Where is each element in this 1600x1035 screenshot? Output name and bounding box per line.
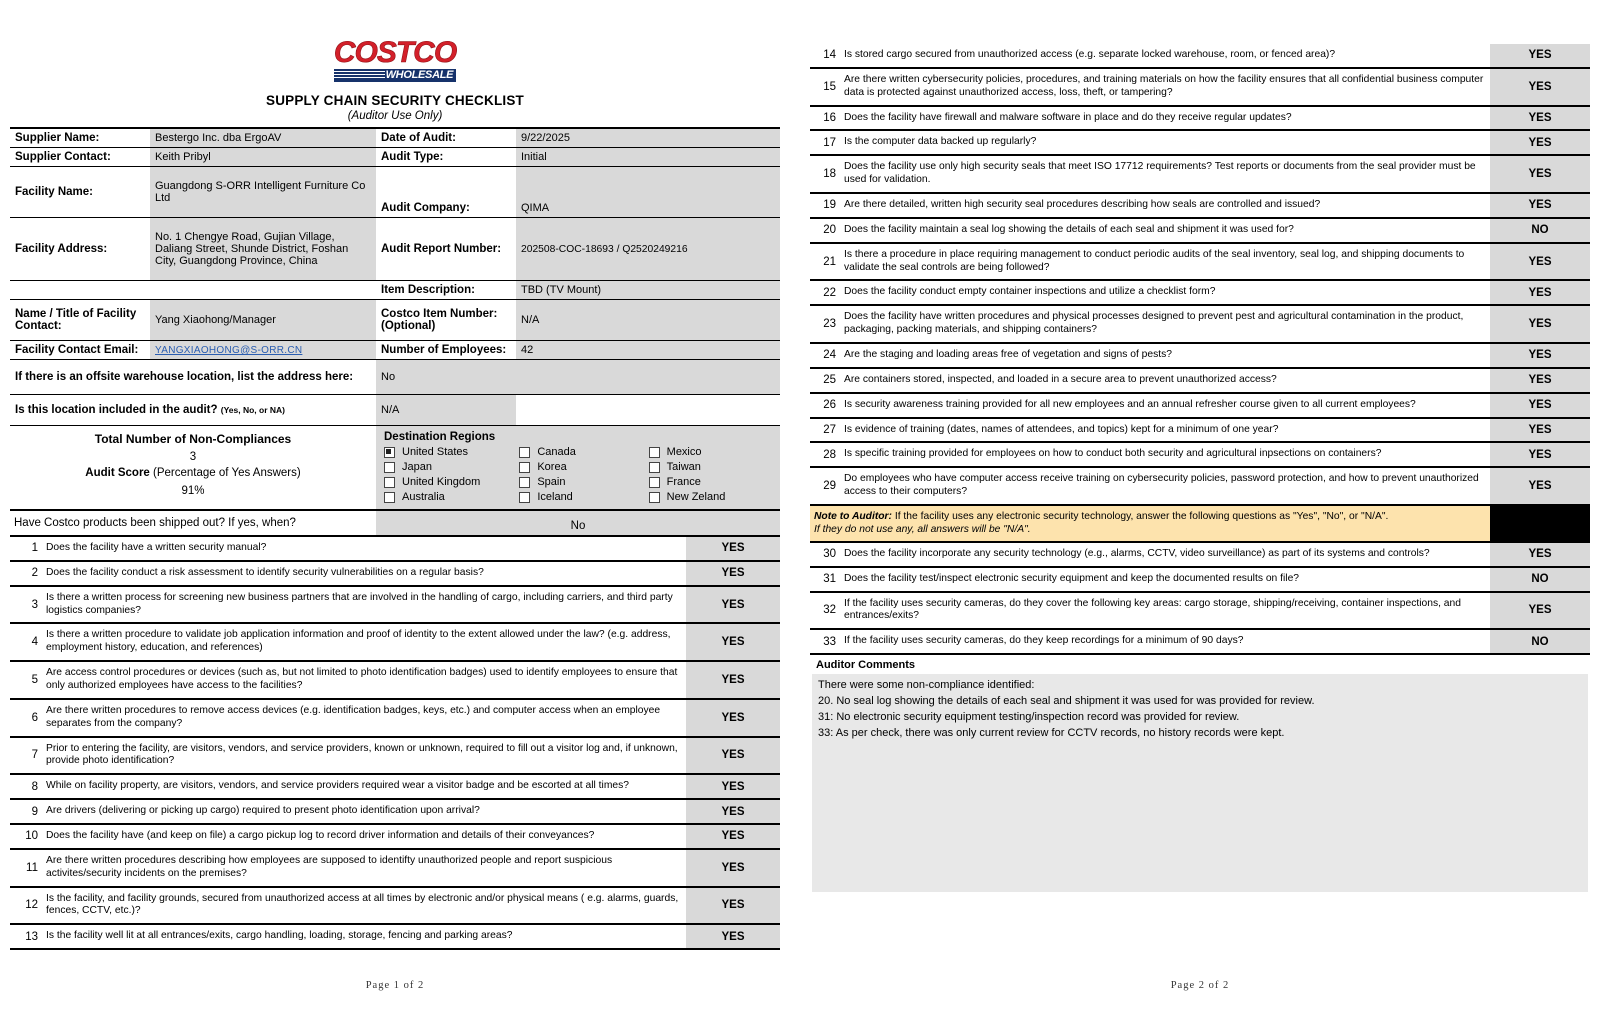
question-text: Is there a procedure in place requiring management to conduct periodic audits of the seal inventory, seal log, and shipping documents to validate the seal controls are being followed? bbox=[842, 243, 1490, 281]
audit-info-section bbox=[10, 127, 780, 426]
region-checkbox-grid bbox=[384, 446, 772, 503]
document-header bbox=[0, 0, 790, 122]
question-row bbox=[10, 799, 780, 824]
question-number: 24 bbox=[810, 343, 842, 368]
question-text: If the facility uses security cameras, do they cover the following key areas: cargo storage, shipping/receiving, container inspections, and entrances/exits? bbox=[842, 592, 1490, 630]
location-included-label bbox=[10, 395, 376, 426]
question-number: 17 bbox=[810, 130, 842, 155]
region-checkbox-france[interactable] bbox=[643, 476, 772, 488]
noncompliance-label: Total Number of Non-Compliances bbox=[94, 432, 292, 446]
question-text: Are the staging and loading areas free of vegetation and signs of pests? bbox=[842, 343, 1490, 368]
number-of-employees-value: 42 bbox=[516, 341, 780, 360]
region-label: Spain bbox=[537, 476, 566, 488]
question-number: 3 bbox=[10, 586, 44, 624]
region-label: Taiwan bbox=[666, 461, 701, 473]
question-text: Is there a written procedure to validate job application information and proof of identity to the extent allowed under the law? (e.g. address, employment history, education, and references) bbox=[44, 623, 686, 661]
question-number: 8 bbox=[10, 774, 44, 799]
question-text: Does the facility have (and keep on file) a cargo pickup log to record driver information and details of their conveyances? bbox=[44, 824, 686, 849]
supplier-name-label: Supplier Name: bbox=[10, 129, 150, 148]
question-answer[interactable]: YES bbox=[1490, 305, 1590, 343]
question-row bbox=[10, 887, 780, 925]
question-text: Is specific training provided for employees on how to conduct both security and agricultural inpsections on containers? bbox=[842, 442, 1490, 467]
question-answer[interactable]: YES bbox=[686, 537, 780, 561]
question-number: 22 bbox=[810, 280, 842, 305]
auditor-comment-line: There were some non-compliance identified: bbox=[818, 679, 1035, 692]
facility-email-label: Facility Contact Email: bbox=[10, 341, 150, 360]
destination-regions-title: Destination Regions bbox=[384, 431, 496, 443]
question-text: If the facility uses security cameras, do they keep recordings for a minimum of 90 days? bbox=[842, 629, 1490, 654]
item-description-value: TBD (TV Mount) bbox=[516, 281, 780, 300]
question-text: Do employees who have computer access receive training on cybersecurity policies, password protection, and how to prevent unauthorized access to their computers? bbox=[842, 467, 1490, 505]
costco-logo bbox=[334, 38, 456, 82]
question-row bbox=[10, 849, 780, 887]
auditor-comment-line: 31: No electronic security equipment testing/inspection record was provided for review. bbox=[818, 710, 1240, 723]
question-row bbox=[10, 774, 780, 799]
logo-wordmark: COSTCO bbox=[333, 36, 457, 69]
question-number: 7 bbox=[10, 737, 44, 775]
question-row bbox=[10, 924, 780, 949]
page-title: SUPPLY CHAIN SECURITY CHECKLIST bbox=[266, 93, 524, 108]
question-number: 15 bbox=[810, 68, 842, 106]
question-number: 20 bbox=[810, 218, 842, 243]
info-row-item-description bbox=[10, 281, 780, 300]
region-checkbox-japan[interactable] bbox=[384, 461, 513, 473]
question-answer[interactable]: YES bbox=[1490, 542, 1590, 567]
question-answer[interactable]: YES bbox=[1490, 106, 1590, 131]
info-row-offsite bbox=[10, 360, 780, 395]
question-row bbox=[10, 586, 780, 624]
facility-name-label: Facility Name: bbox=[10, 167, 150, 218]
page-2-footer: Page 2 of 2 bbox=[1170, 980, 1230, 991]
auditor-comments-section bbox=[812, 655, 1588, 892]
facility-name-value: Guangdong S-ORR Intelligent Furniture Co Ltd bbox=[150, 167, 376, 218]
region-label: Canada bbox=[537, 446, 576, 458]
question-text: Does the facility conduct a risk assessment to identify security vulnerabilities on a regular basis? bbox=[44, 561, 686, 586]
question-answer[interactable]: YES bbox=[686, 799, 780, 824]
logo-bar bbox=[334, 69, 456, 82]
page-1-footer: Page 1 of 2 bbox=[365, 980, 425, 991]
question-text: Are access control procedures or devices (such as, but not limited to photo identification badges) used to identify employees to ensure that only authorized employees have access to the facilities? bbox=[44, 661, 686, 699]
question-answer[interactable]: YES bbox=[686, 824, 780, 849]
location-included-label-text: Is this location included in the audit? bbox=[15, 404, 218, 416]
question-answer[interactable]: YES bbox=[686, 661, 780, 699]
facility-contact-label bbox=[10, 300, 150, 341]
costco-item-number-value: N/A bbox=[516, 300, 780, 341]
checkbox-icon[interactable] bbox=[649, 447, 660, 458]
question-row bbox=[10, 623, 780, 661]
audit-type-value: Initial bbox=[516, 148, 780, 167]
shipped-out-row bbox=[10, 511, 780, 537]
question-answer[interactable]: YES bbox=[1490, 418, 1590, 443]
checkbox-icon[interactable] bbox=[384, 462, 395, 473]
questions-table-page1 bbox=[10, 537, 780, 950]
question-number: 33 bbox=[810, 629, 842, 654]
region-label: Australia bbox=[402, 491, 445, 503]
question-number: 2 bbox=[10, 561, 44, 586]
question-answer[interactable]: YES bbox=[1490, 467, 1590, 505]
region-label: France bbox=[666, 476, 701, 488]
question-number: 29 bbox=[810, 467, 842, 505]
note-to-auditor-answer-blank bbox=[1490, 505, 1590, 542]
question-row bbox=[10, 737, 780, 775]
question-row bbox=[810, 592, 1590, 630]
question-row bbox=[810, 542, 1590, 567]
offsite-warehouse-label: If there is an offsite warehouse location, list the address here: bbox=[10, 360, 376, 395]
question-number: 9 bbox=[10, 799, 44, 824]
question-answer[interactable]: YES bbox=[1490, 44, 1590, 68]
facility-email-value-cell bbox=[150, 341, 376, 360]
facility-contact-value: Yang Xiaohong/Manager bbox=[150, 300, 376, 341]
date-of-audit-value: 9/22/2025 bbox=[516, 129, 780, 148]
question-text: Is stored cargo secured from unauthorized access (e.g. separate locked warehouse, room, or fenced area)? bbox=[842, 44, 1490, 68]
question-number: 1 bbox=[10, 537, 44, 561]
question-text: Is the facility well lit at all entrances/exits, cargo handling, loading, storage, fencing and parking areas? bbox=[44, 924, 686, 949]
question-text: Are there detailed, written high security seal procedures describing how seals are controlled and issued? bbox=[842, 193, 1490, 218]
included-spacer bbox=[516, 395, 780, 426]
info-row-facility-contact bbox=[10, 300, 780, 341]
info-row-facility-name bbox=[10, 167, 780, 218]
question-answer[interactable]: YES bbox=[686, 699, 780, 737]
question-row bbox=[810, 280, 1590, 305]
checkbox-icon[interactable] bbox=[384, 477, 395, 488]
question-text: Is the computer data backed up regularly? bbox=[842, 130, 1490, 155]
question-answer[interactable]: YES bbox=[1490, 68, 1590, 106]
question-number: 10 bbox=[10, 824, 44, 849]
question-row bbox=[810, 467, 1590, 505]
question-row bbox=[810, 130, 1590, 155]
question-text: Are drivers (delivering or picking up cargo) required to present photo identification upon arrival? bbox=[44, 799, 686, 824]
location-included-note: (Yes, No, or NA) bbox=[220, 405, 285, 415]
question-number: 21 bbox=[810, 243, 842, 281]
question-answer[interactable]: YES bbox=[686, 849, 780, 887]
question-text: Are containers stored, inspected, and loaded in a secure area to prevent unauthorized access? bbox=[842, 368, 1490, 393]
region-label: New Zeland bbox=[666, 491, 726, 503]
audit-score-value: 91% bbox=[181, 485, 205, 497]
auditor-comments-body bbox=[812, 674, 1588, 892]
checkbox-icon[interactable] bbox=[519, 447, 530, 458]
question-text: Is there a written process for screening new business partners that are involved in the handling of cargo, including carriers, and third party logistics companies? bbox=[44, 586, 686, 624]
question-number: 32 bbox=[810, 592, 842, 630]
region-checkbox-united-kingdom[interactable] bbox=[384, 476, 513, 488]
supplier-contact-label: Supplier Contact: bbox=[10, 148, 150, 167]
question-text: Does the facility have firewall and malware software in place and do they receive regular updates? bbox=[842, 106, 1490, 131]
question-text: Does the facility conduct empty container inspections and utilize a checklist form? bbox=[842, 280, 1490, 305]
auditor-comments-title: Auditor Comments bbox=[816, 659, 915, 672]
question-row bbox=[810, 243, 1590, 281]
question-number: 13 bbox=[10, 924, 44, 949]
costco-item-number-label-text: Costco Item Number: bbox=[381, 308, 498, 320]
region-label: Iceland bbox=[537, 491, 573, 503]
audit-report-number-value: 202508-COC-18693 / Q2520249216 bbox=[516, 218, 780, 281]
question-number: 30 bbox=[810, 542, 842, 567]
info-row-included bbox=[10, 395, 780, 426]
shipped-out-answer: No bbox=[376, 511, 780, 535]
region-checkbox-canada[interactable] bbox=[513, 446, 642, 458]
question-text: Prior to entering the facility, are visitors, vendors, and service providers, known or unknown, required to fill out a visitor log and, if unknown, provide photo identification? bbox=[44, 737, 686, 775]
question-row bbox=[810, 368, 1590, 393]
question-answer[interactable]: YES bbox=[686, 561, 780, 586]
question-row bbox=[810, 68, 1590, 106]
region-label: Korea bbox=[537, 461, 567, 473]
question-text: Does the facility maintain a seal log showing the details of each seal and shipment it was used for? bbox=[842, 218, 1490, 243]
audit-score-label: Audit Score bbox=[85, 467, 150, 479]
region-checkbox-united-states[interactable] bbox=[384, 446, 513, 458]
logo-stripes-icon bbox=[334, 71, 385, 80]
checkbox-icon[interactable] bbox=[649, 492, 660, 503]
question-answer[interactable]: YES bbox=[1490, 592, 1590, 630]
region-label: Mexico bbox=[666, 446, 702, 458]
question-row bbox=[810, 106, 1590, 131]
checkbox-icon[interactable] bbox=[384, 447, 395, 458]
question-answer[interactable]: YES bbox=[1490, 280, 1590, 305]
question-number: 5 bbox=[10, 661, 44, 699]
note-to-auditor-lead: Note to Auditor: bbox=[814, 511, 892, 523]
summary-section bbox=[10, 426, 780, 511]
item-description-label: Item Description: bbox=[376, 281, 516, 300]
question-row bbox=[810, 155, 1590, 193]
page-subtitle: (Auditor Use Only) bbox=[347, 110, 443, 122]
note-to-auditor-row bbox=[810, 505, 1590, 542]
score-summary bbox=[10, 426, 376, 509]
question-number: 31 bbox=[810, 567, 842, 592]
info-row-facility-email bbox=[10, 341, 780, 360]
checkbox-icon[interactable] bbox=[649, 462, 660, 473]
logo-wholesale-text: WHOLESALE bbox=[385, 69, 454, 81]
supplier-contact-value: Keith Pribyl bbox=[150, 148, 376, 167]
question-row bbox=[810, 442, 1590, 467]
question-number: 23 bbox=[810, 305, 842, 343]
question-number: 16 bbox=[810, 106, 842, 131]
question-number: 19 bbox=[810, 193, 842, 218]
offsite-warehouse-value: No bbox=[376, 360, 780, 395]
question-answer[interactable]: YES bbox=[686, 737, 780, 775]
question-answer[interactable]: YES bbox=[686, 623, 780, 661]
audit-company-label: Audit Company: bbox=[376, 167, 516, 218]
region-checkbox-new-zeland[interactable] bbox=[643, 491, 772, 503]
question-row bbox=[810, 629, 1590, 654]
question-number: 14 bbox=[810, 44, 842, 68]
facility-contact-label-text: Name / Title of Facility Contact: bbox=[15, 308, 137, 332]
shipped-out-question: Have Costco products been shipped out? If yes, when? bbox=[14, 517, 296, 529]
note-to-auditor-text bbox=[810, 505, 1490, 542]
number-of-employees-label: Number of Employees: bbox=[376, 341, 516, 360]
facility-address-label: Facility Address: bbox=[10, 218, 150, 281]
question-answer[interactable]: YES bbox=[1490, 343, 1590, 368]
question-number: 12 bbox=[10, 887, 44, 925]
region-checkbox-australia[interactable] bbox=[384, 491, 513, 503]
question-text: While on facility property, are visitors, vendors, and service providers required wear a visitor badge and be escorted at all times? bbox=[44, 774, 686, 799]
page-2 bbox=[800, 0, 1600, 1035]
region-checkbox-iceland[interactable] bbox=[513, 491, 642, 503]
audit-company-value: QIMA bbox=[516, 167, 780, 218]
region-checkbox-taiwan[interactable] bbox=[643, 461, 772, 473]
question-answer[interactable]: NO bbox=[1490, 629, 1590, 654]
question-row bbox=[810, 343, 1590, 368]
checkbox-icon[interactable] bbox=[384, 492, 395, 503]
question-number: 28 bbox=[810, 442, 842, 467]
region-checkbox-spain[interactable] bbox=[513, 476, 642, 488]
question-number: 4 bbox=[10, 623, 44, 661]
checkbox-icon[interactable] bbox=[519, 462, 530, 473]
question-row bbox=[10, 699, 780, 737]
question-row bbox=[810, 418, 1590, 443]
supplier-name-value: Bestergo Inc. dba ErgoAV bbox=[150, 129, 376, 148]
question-answer[interactable]: YES bbox=[1490, 130, 1590, 155]
question-number: 25 bbox=[810, 368, 842, 393]
question-number: 27 bbox=[810, 418, 842, 443]
facility-email-link[interactable]: YANGXIAOHONG@S-ORR.CN bbox=[155, 345, 303, 356]
question-text: Does the facility test/inspect electronic security equipment and keep the documented results on file? bbox=[842, 567, 1490, 592]
question-answer[interactable]: YES bbox=[1490, 393, 1590, 418]
page-1 bbox=[0, 0, 790, 1035]
question-number: 6 bbox=[10, 699, 44, 737]
info-row-facility-address bbox=[10, 218, 780, 281]
question-text: Are there written procedures describing how employees are supposed to identifty unauthorized people and report suspicious activites/security incidents on the premises? bbox=[44, 849, 686, 887]
audit-score-note: (Percentage of Yes Answers) bbox=[153, 467, 301, 479]
audit-type-label: Audit Type: bbox=[376, 148, 516, 167]
question-row bbox=[810, 218, 1590, 243]
checkbox-icon[interactable] bbox=[649, 477, 660, 488]
question-row bbox=[810, 44, 1590, 68]
question-row bbox=[810, 193, 1590, 218]
question-answer[interactable]: YES bbox=[686, 924, 780, 949]
auditor-comment-line: 33: As per check, there was only current review for CCTV records, no history records were kept. bbox=[818, 726, 1285, 739]
checkbox-icon[interactable] bbox=[519, 477, 530, 488]
costco-item-number-label bbox=[376, 300, 516, 341]
question-answer[interactable]: NO bbox=[1490, 218, 1590, 243]
question-text: Are there written procedures to remove access devices (e.g. identification badges, keys, etc.) and computer access when an employee separates from the company? bbox=[44, 699, 686, 737]
note-to-auditor-body: If the facility uses any electronic security technology, answer the following questions as "Yes", "No", or "N/A". bbox=[891, 511, 1389, 523]
question-text: Does the facility have written procedures and physical processes designed to prevent pest and agricultural contamination in the product, packaging, packing materials, and shipping containers? bbox=[842, 305, 1490, 343]
checkbox-icon[interactable] bbox=[519, 492, 530, 503]
question-row bbox=[810, 393, 1590, 418]
info-row-supplier-name bbox=[10, 129, 780, 148]
question-answer[interactable]: YES bbox=[1490, 155, 1590, 193]
question-row bbox=[10, 661, 780, 699]
question-row bbox=[10, 561, 780, 586]
question-row bbox=[10, 537, 780, 561]
question-text: Does the facility use only high security seals that meet ISO 17712 requirements? Test reports or documents from the seal provider must be used for validation. bbox=[842, 155, 1490, 193]
question-text: Is evidence of training (dates, names of attendees, and topics) kept for a minimum of one year? bbox=[842, 418, 1490, 443]
info-row-supplier-contact bbox=[10, 148, 780, 167]
question-row bbox=[10, 824, 780, 849]
region-label: Japan bbox=[402, 461, 432, 473]
facility-address-value: No. 1 Chengye Road, Gujian Village, Daliang Street, Shunde District, Foshan City, Guangdong Province, China bbox=[150, 218, 376, 281]
question-answer[interactable]: YES bbox=[1490, 193, 1590, 218]
question-answer[interactable]: YES bbox=[686, 887, 780, 925]
location-included-value: N/A bbox=[376, 395, 516, 426]
region-checkbox-mexico[interactable] bbox=[643, 446, 772, 458]
destination-regions bbox=[376, 426, 780, 509]
region-label: United Kingdom bbox=[402, 476, 481, 488]
question-row bbox=[810, 305, 1590, 343]
costco-item-number-optional-text: (Optional) bbox=[381, 320, 436, 332]
audit-report-number-label: Audit Report Number: bbox=[376, 218, 516, 281]
question-answer[interactable]: YES bbox=[686, 774, 780, 799]
noncompliance-value: 3 bbox=[189, 451, 197, 463]
question-text: Are there written cybersecurity policies, procedures, and training materials on how the facility ensures that all confidential business computer data is protected against unauthorized access, loss, theft, or tampering? bbox=[842, 68, 1490, 106]
question-row bbox=[810, 567, 1590, 592]
region-checkbox-korea[interactable] bbox=[513, 461, 642, 473]
spacer-cell-b bbox=[150, 281, 376, 300]
date-of-audit-label: Date of Audit: bbox=[376, 129, 516, 148]
question-answer[interactable]: YES bbox=[1490, 442, 1590, 467]
audit-score-line bbox=[14, 467, 372, 479]
question-answer[interactable]: NO bbox=[1490, 567, 1590, 592]
region-label: United States bbox=[402, 446, 469, 458]
questions-table-page2 bbox=[810, 44, 1590, 655]
question-text: Does the facility have a written security manual? bbox=[44, 537, 686, 561]
question-number: 11 bbox=[10, 849, 44, 887]
question-answer[interactable]: YES bbox=[1490, 243, 1590, 281]
question-answer[interactable]: YES bbox=[686, 586, 780, 624]
question-number: 18 bbox=[810, 155, 842, 193]
spacer-cell-a bbox=[10, 281, 150, 300]
question-answer[interactable]: YES bbox=[1490, 368, 1590, 393]
question-text: Is security awareness training provided for all new employees and an annual refresher course given to all current employees? bbox=[842, 393, 1490, 418]
question-text: Is the facility, and facility grounds, secured from unauthorized access at all times by electronic and/or physical means ( e.g. alarms, guards, fences, CCTV, etc.)? bbox=[44, 887, 686, 925]
question-text: Does the facility incorporate any security technology (e.g., alarms, CCTV, video surveillance) as part of its systems and controls? bbox=[842, 542, 1490, 567]
note-to-auditor-body2: If they do not use any, all answers will be "N/A". bbox=[814, 524, 1031, 536]
auditor-comment-line: 20. No seal log showing the details of each seal and shipment it was used for was provided for review. bbox=[818, 695, 1315, 708]
question-number: 26 bbox=[810, 393, 842, 418]
